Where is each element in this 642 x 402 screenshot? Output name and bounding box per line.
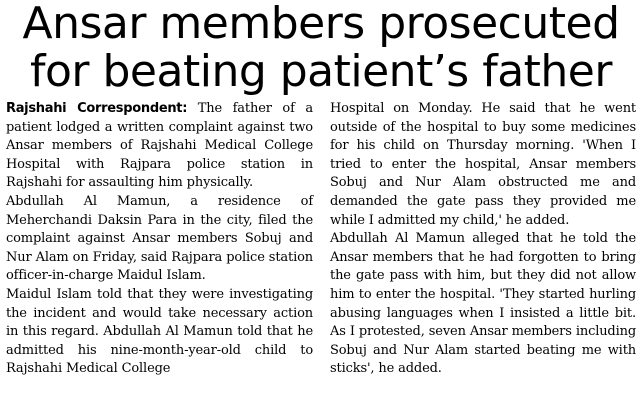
article-column-left [6,100,313,379]
article-paragraph: Abdullah Al Mamun alleged that he told the Ansar members that he had forgotten to bring the gate pass with him, but they did not allow him to enter the hospital. 'They started hurling abusing languages when I insisted a little bit. As I protested, seven Ansar members including Sobuj and Nur Alam started beating me with sticks', he added. [330,231,636,377]
article-paragraph [6,100,313,193]
article-paragraph: Abdullah Al Mamun, a residence of Meherchandi Daksin Para in the city, filed the complaint against Ansar members Sobuj and Nur Alam on Friday, said Rajpara police station officer-in-charge Maidul Islam. [6,193,313,284]
article-paragraph: Maidul Islam told that they were investigating the incident and would take necessary action in this regard. Abdullah Al Mamun told that he admitted his nine-month-year-old child to Rajshahi Medical College [6,286,313,377]
article-paragraph: Hospital on Monday. He said that he went outside of the hospital to buy some medicines for his child on Thursday morning. 'When I tried to enter the hospital, Ansar members Sobuj and Nur Alam obstructed me and demanded the gate pass they provided me while I admitted my child,' he added. [330,101,636,228]
headline-line-2: for beating patient’s father [30,46,612,97]
article-paragraph-text: The father of a patient lodged a written complaint against two Ansar members of Rajshahi Medical College Hospital with Rajpara police station in Rajshahi for assaulting him physically. [6,101,313,191]
article-column-right [330,100,636,379]
headline [0,0,642,96]
headline-line-1: Ansar members prosecuted [22,0,620,49]
dateline: Rajshahi Correspondent: [6,101,188,116]
